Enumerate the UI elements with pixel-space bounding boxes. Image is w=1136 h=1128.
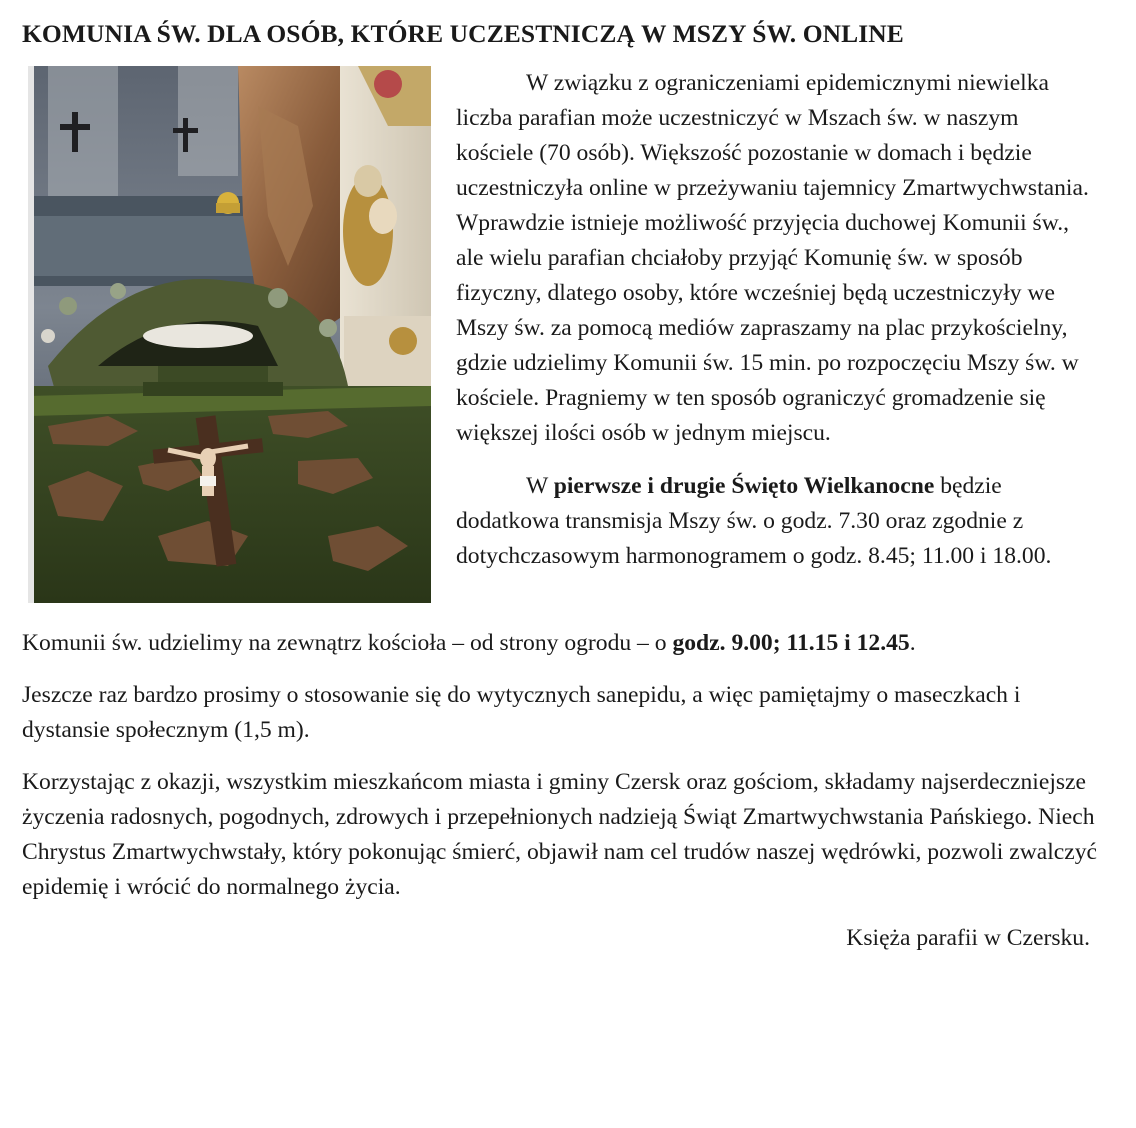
paragraph-communion-times <box>22 626 1098 661</box>
article <box>22 14 1098 956</box>
paragraph-sanitary-guidelines: Jeszcze raz bardzo prosimy o stosowanie się do wytycznych sanepidu, a więc pamiętajmy o maseczkach i dystansie społecznym (1,5 m). <box>22 682 1021 743</box>
easter-tomb-crucifix-photo <box>28 66 431 603</box>
paragraph-easter-wishes: Korzystając z okazji, wszystkim mieszkańcom miasta i gminy Czersk oraz gościom, składamy najserdeczniejsze życzenia radosnych, pogodnych, zdrowych i przepełnionych nadzieją Świąt Zmartwychwstania Pańskiego. Niech Chrystus Zmartwychwstały, który pokonując śmierć, objawił nam cel trudów naszej wędrówki, pozwoli zwalczyć epidemię i wrócić do normalnego życia. <box>22 769 1097 900</box>
paragraph-communion-times-suffix: . <box>909 630 916 656</box>
signature: Księża parafii w Czersku. <box>846 925 1090 951</box>
paragraph-communion-times-prefix: Komunii św. udzielimy na zewnątrz kościoła – od strony ogrodu – o <box>22 630 673 656</box>
paragraph-easter-broadcast-suffix: będzie dodatkowa transmisja Mszy św. o godz. 7.30 oraz zgodnie z dotychczasowym harmonogramem o godz. 8.45; 11.00 i 18.00. <box>456 473 1052 569</box>
article-title: KOMUNIA ŚW. DLA OSÓB, KTÓRE UCZESTNICZĄ W MSZY ŚW. ONLINE <box>22 19 904 48</box>
paragraph-easter-broadcast-prefix: W <box>526 473 554 499</box>
communion-times-emphasis: godz. 9.00; 11.15 i 12.45 <box>672 630 910 656</box>
easter-days-emphasis: pierwsze i drugie Święto Wielkanocne <box>553 473 935 499</box>
paragraph-online-mass: W związku z ograniczeniami epidemicznymi niewielka liczba parafian może uczestniczyć w Mszach św. w naszym kościele (70 osób). Większość pozostanie w domach i będzie uczestniczyła online w przeżywaniu tajemnicy Zmartwychwstania. Wprawdzie istnieje możliwość przyjęcia duchowej Komunii św., ale wielu parafian chciałoby przyjąć Komunię św. w sposób fizyczny, dlatego osoby, które wcześniej będą uczestniczyły we Mszy św. za pomocą mediów zapraszamy na plac przykościelny, gdzie udzielimy Komunii św. 15 min. po rozpoczęciu Mszy św. w kościele. Pragniemy w ten sposób ograniczyć gromadzenie się większej ilości osób w jednym miejscu. <box>456 70 1089 446</box>
